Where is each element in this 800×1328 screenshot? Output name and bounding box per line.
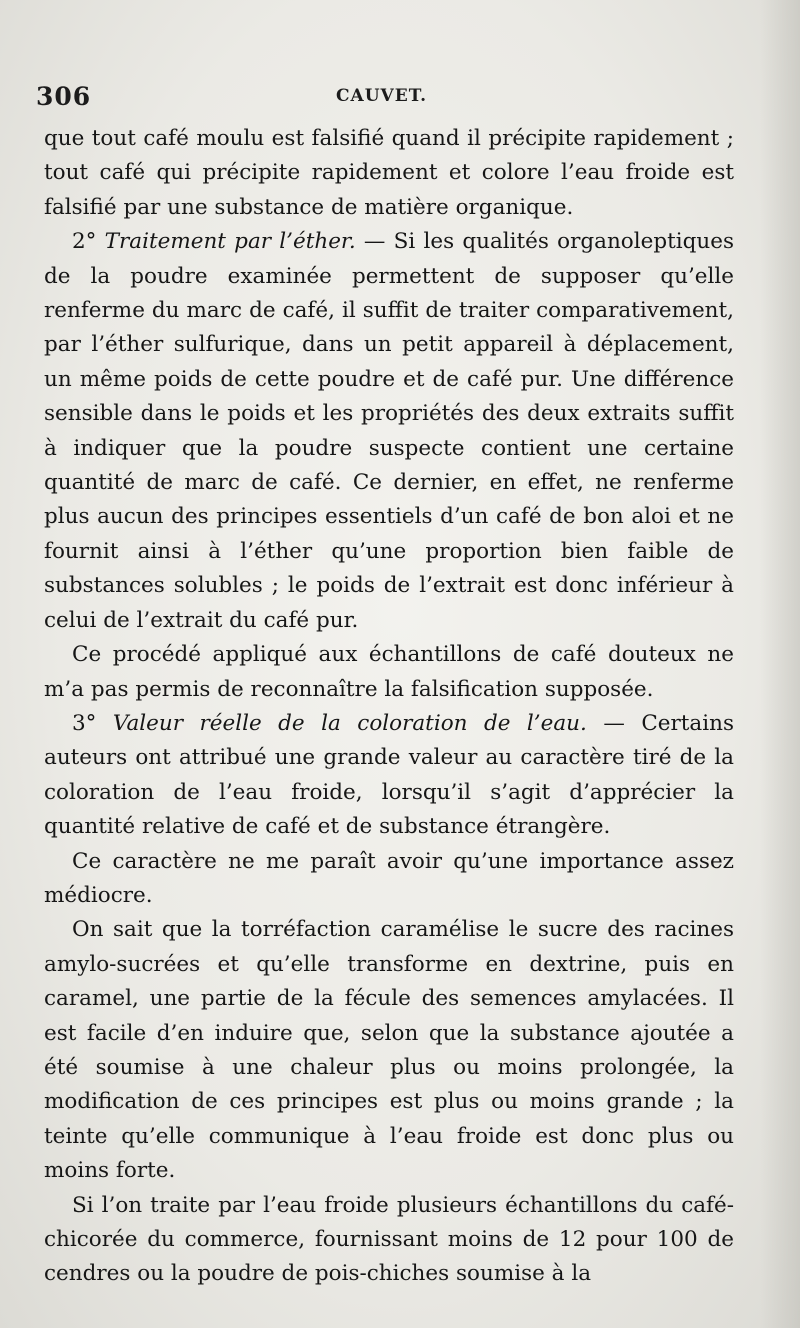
section-title: Traitement par l’éther. xyxy=(104,229,356,255)
paragraph-text: — Certains auteurs ont attribué une grande valeur au caractère tiré de la coloration de l’eau froide, lorsqu’il s’agit d’apprécier la quantité relative de café et de substance étrangère. xyxy=(44,710,734,840)
running-title-author: CAUVET. xyxy=(336,86,428,106)
paragraph-text: Si l’on traite par l’eau froide plusieurs échantillons du café-chicorée du commerce, fournissant moins de 12 pour 100 de cendres ou la poudre de pois-chiches soumise à la xyxy=(44,1192,734,1287)
paragraph-1 xyxy=(44,122,734,225)
body-text xyxy=(44,122,734,1292)
paragraph-text: On sait que la torréfaction caramélise le sucre des racines amylo-sucrées et qu’elle transforme en dextrine, puis en caramel, une partie de la fécule des semences amylacées. Il est facile d’en induire que, selon que la substance ajoutée a été soumise à une chaleur plus ou moins prolongée, la modification de ces principes est plus ou moins grande ; la teinte qu’elle communique à l’eau froide est donc plus ou moins forte. xyxy=(44,917,734,1184)
page-edge-shading xyxy=(760,0,800,1328)
paragraph-4 xyxy=(44,707,734,845)
paragraph-text: — Si les qualités organoleptiques de la poudre examinée permettent de supposer qu’elle renferme du marc de café, il suffit de traiter comparativement, par l’éther sulfurique, dans un petit appareil à déplacement, un même poids de cette poudre et de café pur. Une différence sensible dans le poids et les propriétés des deux extraits suffit à indiquer que la poudre suspecte contient une certaine quantité de marc de café. Ce dernier, en effet, ne renferme plus aucun des principes essentiels d’un café de bon aloi et ne fournit ainsi à l’éther qu’une proportion bien faible de substances solubles ; le poids de l’extrait est donc inférieur à celui de l’extrait du café pur. xyxy=(44,229,735,633)
paragraph-text: que tout café moulu est falsifié quand il précipite rapidement ; tout café qui précipite rapidement et colore l’eau froide est falsifié par une substance de matière organique. xyxy=(44,126,734,220)
section-title: Valeur réelle de la coloration de l’eau. xyxy=(112,710,587,736)
paragraph-6 xyxy=(44,913,734,1188)
paragraph-3 xyxy=(44,638,734,707)
paragraph-7 xyxy=(44,1189,734,1292)
paragraph-2 xyxy=(44,225,734,638)
section-number: 3° xyxy=(72,710,113,736)
paragraph-text: Ce caractère ne me paraît avoir qu’une importance assez médiocre. xyxy=(44,848,734,908)
running-head xyxy=(36,78,736,114)
section-number: 2° xyxy=(72,229,105,255)
paragraph-5 xyxy=(44,845,734,914)
paragraph-text: Ce procédé appliqué aux échantillons de café douteux ne m’a pas permis de reconnaître la falsification supposée. xyxy=(44,642,734,702)
page-number: 306 xyxy=(36,82,92,111)
